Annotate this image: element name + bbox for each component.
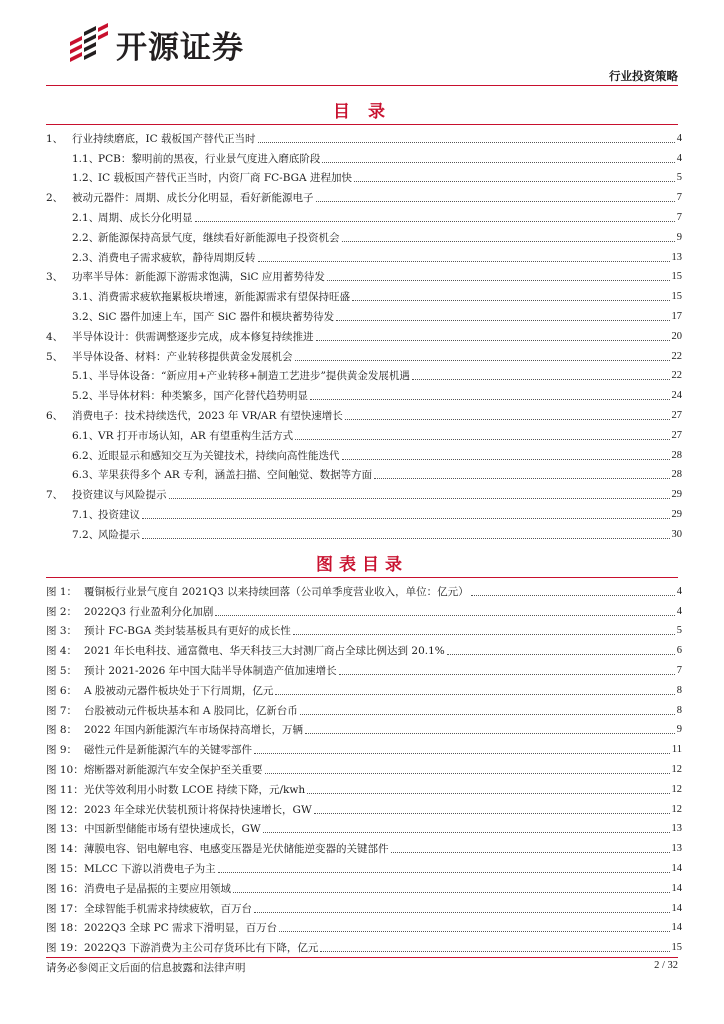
toc-entry[interactable]	[46, 383, 682, 403]
toc-entry-number: 3.1、	[72, 291, 100, 304]
figure-entry-page: 14	[671, 922, 682, 934]
toc-title-divider	[46, 124, 678, 125]
figure-entry[interactable]	[46, 916, 682, 936]
toc-entry-leader-dots	[374, 478, 669, 479]
toc-entry[interactable]	[46, 146, 682, 166]
figure-entry-text: 消费电子是晶振的主要应用领域	[84, 882, 231, 895]
figure-entry-number: 图 12：	[46, 803, 84, 816]
toc-title: 目 录	[333, 102, 391, 122]
figure-entry-number: 图 7：	[46, 704, 78, 717]
toc-entry[interactable]	[46, 423, 682, 443]
figure-entry-number: 图 15：	[46, 862, 84, 875]
toc-entry-number: 1、	[46, 132, 64, 145]
figure-entry-page: 13	[671, 843, 682, 855]
figure-list	[46, 579, 682, 955]
toc-entry[interactable]	[46, 443, 682, 463]
figure-entry-text: 中国新型储能市场有望快速成长，GW	[84, 823, 261, 836]
toc-entry-page: 17	[671, 310, 682, 322]
figure-entry-leader-dots	[300, 714, 675, 715]
toc-entry-page: 29	[671, 489, 682, 501]
toc-entry[interactable]	[46, 284, 682, 304]
toc-entry[interactable]	[46, 403, 682, 423]
figure-entry-leader-dots	[320, 951, 669, 952]
figure-entry-number: 图 17：	[46, 902, 84, 915]
toc-entry-number: 7、	[46, 489, 64, 502]
toc-entry-text: 风险提示	[98, 528, 140, 541]
header-divider	[46, 85, 678, 86]
figure-entry-number: 图 6：	[46, 684, 78, 697]
figure-entry-text: 台股被动元件板块基本和 A 股同比，亿新台币	[84, 704, 298, 717]
toc-entry-number: 3、	[46, 271, 64, 284]
toc-entry[interactable]	[46, 166, 682, 186]
toc-entry-number: 2.2、	[72, 231, 100, 244]
figure-entry-page: 12	[671, 763, 682, 775]
toc-entry-page: 22	[671, 350, 682, 362]
toc-entry-leader-dots	[169, 498, 670, 499]
toc-entry-text: 苹果获得多个 AR 专利，涵盖扫描、空间触觉、数据等方面	[98, 469, 373, 482]
figure-entry-leader-dots	[263, 832, 670, 833]
toc-entry-page: 4	[676, 132, 682, 144]
toc-entry-number: 6、	[46, 409, 64, 422]
figure-entry-page: 15	[671, 942, 682, 954]
toc-entry[interactable]	[46, 364, 682, 384]
figure-entry-page: 11	[671, 744, 682, 756]
figure-entry-number: 图 2：	[46, 605, 78, 618]
toc-entry-text: 半导体设计：供需调整逐步完成，成本修复持续推进	[72, 330, 314, 343]
footer-page-number: 2 / 32	[654, 960, 678, 971]
figure-entry-page: 13	[671, 823, 682, 835]
figure-entry-text: 2022 年国内新能源汽车市场保持高增长，万辆	[84, 724, 304, 737]
figure-entry[interactable]	[46, 856, 682, 876]
figure-entry-number: 图 10：	[46, 763, 84, 776]
toc-entry-number: 2.1、	[72, 211, 100, 224]
figure-entry-leader-dots	[233, 892, 670, 893]
toc-entry-page: 22	[671, 370, 682, 382]
logo-mark-icon	[66, 22, 110, 66]
toc-entry-text: 消费电子需求疲软，静待周期反转	[98, 251, 256, 264]
toc-entry-text: 被动元器件：周期、成长分化明显，看好新能源电子	[72, 192, 314, 205]
toc-entry-page: 20	[671, 330, 682, 342]
toc-entry-number: 1.2、	[72, 172, 100, 185]
page-header	[0, 0, 724, 90]
toc-entry-page: 15	[671, 271, 682, 283]
figure-entry-leader-dots	[254, 753, 670, 754]
figure-entry-leader-dots	[314, 813, 670, 814]
figure-entry-number: 图 1：	[46, 585, 78, 598]
toc-entry-text: 功率半导体：新能源下游需求饱满，SiC 应用蓄势待发	[72, 271, 325, 284]
toc-entry[interactable]	[46, 265, 682, 285]
figure-entry-number: 图 14：	[46, 843, 84, 856]
figure-entry[interactable]	[46, 817, 682, 837]
figure-entry-leader-dots	[275, 694, 674, 695]
company-logo	[66, 22, 244, 66]
figure-entry-number: 图 4：	[46, 645, 78, 658]
toc-entry-number: 6.2、	[72, 449, 100, 462]
toc-entry[interactable]	[46, 522, 682, 542]
toc-entry-text: 消费电子：技术持续迭代，2023 年 VR/AR 有望快速增长	[72, 409, 343, 422]
figure-entry-page: 6	[676, 645, 682, 657]
toc-entry-leader-dots	[316, 340, 670, 341]
toc-entry-page: 29	[671, 508, 682, 520]
figure-entry-leader-dots	[215, 615, 674, 616]
figure-entry-page: 14	[671, 902, 682, 914]
figure-entry-page: 14	[671, 882, 682, 894]
figure-entry-number: 图 19：	[46, 942, 84, 955]
figure-entry[interactable]	[46, 935, 682, 955]
toc-entry-number: 7.2、	[72, 528, 100, 541]
figure-entry-text: 薄膜电容、铝电解电容、电感变压器是光伏储能逆变器的关键部件	[84, 843, 389, 856]
toc-entry[interactable]	[46, 502, 682, 522]
figure-entry[interactable]	[46, 836, 682, 856]
figure-entry-leader-dots	[293, 634, 675, 635]
figure-entry-page: 12	[671, 783, 682, 795]
figure-entry-text: 预计 2021-2026 年中国大陆半导体制造产值加速增长	[84, 664, 337, 677]
toc-entry-number: 2、	[46, 192, 64, 205]
figure-entry-leader-dots	[471, 595, 675, 596]
figure-entry-text: A 股被动元器件板块处于下行周期，亿元	[84, 684, 274, 697]
figure-entry-page: 14	[671, 862, 682, 874]
toc-entry-leader-dots	[316, 201, 675, 202]
toc-entry-leader-dots	[142, 518, 670, 519]
figure-entry-leader-dots	[254, 912, 670, 913]
toc-entry-text: PCB：黎明前的黑夜，行业景气度进入磨底阶段	[98, 152, 321, 165]
toc-entry-number: 7.1、	[72, 508, 100, 521]
toc-entry-leader-dots	[327, 280, 670, 281]
toc-entry-text: 半导体材料：种类繁多，国产化替代趋势明显	[98, 390, 308, 403]
toc-entry-page: 27	[671, 409, 682, 421]
toc-entry-leader-dots	[322, 162, 674, 163]
toc-entry-number: 5.2、	[72, 390, 100, 403]
figure-entry-text: 光伏等效利用小时数 LCOE 持续下降，元/kwh	[84, 783, 306, 796]
figure-entry-leader-dots	[305, 733, 675, 734]
toc-entry-text: 半导体设备：“新应用+产业转移+制造工艺进步”提供黄金发展机遇	[98, 370, 410, 383]
toc-entry-text: 投资建议	[98, 508, 140, 521]
figure-entry[interactable]	[46, 737, 682, 757]
figure-entry-leader-dots	[307, 793, 669, 794]
toc-entry-leader-dots	[195, 221, 675, 222]
figure-entry-page: 12	[671, 803, 682, 815]
footer-disclaimer: 请务必参阅正文后面的信息披露和法律声明	[46, 962, 246, 974]
figure-entry-number: 图 13：	[46, 823, 84, 836]
toc-entry-number: 1.1、	[72, 152, 100, 165]
toc-entry-page: 9	[676, 231, 682, 243]
figure-entry-text: 覆铜板行业景气度自 2021Q3 以来持续回落（公司单季度营业收入，单位：亿元）	[84, 585, 469, 598]
toc-entry-page: 24	[671, 390, 682, 402]
toc-entry-number: 5.1、	[72, 370, 100, 383]
toc-entry[interactable]	[46, 126, 682, 146]
toc-entry-leader-dots	[142, 538, 670, 539]
figure-entry-number: 图 3：	[46, 625, 78, 638]
figure-entry-number: 图 8：	[46, 724, 78, 737]
toc-entry-text: 新能源保持高景气度，继续看好新能源电子投资机会	[98, 231, 340, 244]
figure-entry[interactable]	[46, 876, 682, 896]
toc-entry-leader-dots	[342, 459, 670, 460]
toc-entry-page: 13	[671, 251, 682, 263]
figure-entry-page: 7	[676, 664, 682, 676]
toc-entry[interactable]	[46, 245, 682, 265]
figure-entry-leader-dots	[218, 872, 670, 873]
figure-entry[interactable]	[46, 797, 682, 817]
toc-entry-page: 7	[676, 192, 682, 204]
figure-entry-number: 图 11：	[46, 783, 84, 796]
toc-entry[interactable]	[46, 324, 682, 344]
figure-entry[interactable]	[46, 757, 682, 777]
figure-entry-page: 8	[676, 704, 682, 716]
figure-entry-number: 图 16：	[46, 882, 84, 895]
figures-title-divider	[46, 577, 678, 578]
toc-entry-page: 15	[671, 291, 682, 303]
toc-entry[interactable]	[46, 205, 682, 225]
toc-entry-leader-dots	[412, 379, 670, 380]
toc-entry-leader-dots	[295, 439, 669, 440]
toc-entry-leader-dots	[342, 241, 675, 242]
figure-entry[interactable]	[46, 599, 682, 619]
toc-entry-number: 5、	[46, 350, 64, 363]
figure-entry-text: 2022Q3 全球 PC 需求下滑明显，百万台	[84, 922, 278, 935]
toc-entry-leader-dots	[354, 181, 675, 182]
figure-entry-number: 图 9：	[46, 744, 78, 757]
figure-entry-page: 8	[676, 684, 682, 696]
toc-entry-text: 半导体设备、材料：产业转移提供黄金发展机会	[72, 350, 293, 363]
figure-entry-text: MLCC 下游以消费电子为主	[84, 862, 216, 875]
figure-entry-text: 2022Q3 下游消费为主公司存货环比有下降，亿元	[84, 942, 319, 955]
figure-entry-leader-dots	[447, 654, 675, 655]
toc-entry-leader-dots	[310, 399, 670, 400]
toc-entry-text: 消费需求疲软拖累板块增速，新能源需求有望保持旺盛	[98, 291, 350, 304]
toc-entry-page: 30	[671, 528, 682, 540]
figure-entry[interactable]	[46, 777, 682, 797]
toc-entry-page: 27	[671, 429, 682, 441]
toc-entry-text: SiC 器件加速上车，国产 SiC 器件和模块蓄势待发	[98, 310, 335, 323]
toc-entry-leader-dots	[258, 261, 670, 262]
toc-entry-number: 6.3、	[72, 469, 100, 482]
toc-entry-text: 行业持续磨底，IC 载板国产替代正当时	[72, 132, 256, 145]
toc-entry-page: 28	[671, 469, 682, 481]
figure-entry-page: 5	[676, 625, 682, 637]
toc-entry[interactable]	[46, 482, 682, 502]
toc-entry-number: 2.3、	[72, 251, 100, 264]
figure-entry[interactable]	[46, 619, 682, 639]
figure-entry-number: 图 5：	[46, 664, 78, 677]
figure-entry-text: 2023 年全球光伏装机预计将保持快速增长，GW	[84, 803, 312, 816]
figure-entry-text: 2021 年长电科技、通富微电、华天科技三大封测厂商占全球比例达到 20.1%	[84, 645, 445, 658]
figure-entry-text: 熔断器对新能源汽车安全保护至关重要	[84, 763, 263, 776]
toc-entry-text: 近眼显示和感知交互为关键技术，持续向高性能迭代	[98, 449, 340, 462]
toc-entry-text: 投资建议与风险提示	[72, 489, 167, 502]
toc-entry[interactable]	[46, 185, 682, 205]
figure-entry[interactable]	[46, 698, 682, 718]
figure-entry[interactable]	[46, 718, 682, 738]
figure-entry-leader-dots	[391, 852, 670, 853]
toc-list	[46, 126, 682, 542]
figure-entry-page: 4	[676, 605, 682, 617]
toc-entry-text: VR 打开市场认知，AR 有望重构生活方式	[98, 429, 294, 442]
figure-entry-leader-dots	[339, 674, 675, 675]
toc-entry-text: 周期、成长分化明显	[98, 211, 193, 224]
toc-entry-number: 4、	[46, 330, 64, 343]
toc-entry-number: 3.2、	[72, 310, 100, 323]
toc-entry-leader-dots	[258, 142, 675, 143]
toc-entry[interactable]	[46, 463, 682, 483]
logo-text: 开源证券	[116, 29, 244, 66]
figure-entry-text: 预计 FC-BGA 类封装基板具有更好的成长性	[84, 625, 291, 638]
figure-entry-leader-dots	[265, 773, 670, 774]
figure-entry[interactable]	[46, 579, 682, 599]
toc-entry-number: 6.1、	[72, 429, 100, 442]
footer-divider	[46, 957, 678, 958]
figure-entry[interactable]	[46, 658, 682, 678]
toc-entry-page: 7	[676, 211, 682, 223]
figure-entry[interactable]	[46, 638, 682, 658]
figure-entry-text: 全球智能手机需求持续疲软，百万台	[84, 902, 252, 915]
figures-title: 图表目录	[316, 555, 408, 575]
toc-entry-text: IC 载板国产替代正当时，内资厂商 FC-BGA 进程加快	[98, 172, 352, 185]
figure-entry-page: 4	[676, 585, 682, 597]
toc-entry[interactable]	[46, 225, 682, 245]
figure-entry[interactable]	[46, 678, 682, 698]
toc-entry-page: 5	[676, 172, 682, 184]
figure-entry[interactable]	[46, 896, 682, 916]
figure-entry-text: 2022Q3 行业盈利分化加剧	[84, 605, 214, 618]
toc-entry[interactable]	[46, 344, 682, 364]
figure-entry-text: 磁性元件是新能源汽车的关键零部件	[84, 744, 252, 757]
toc-entry-page: 28	[671, 449, 682, 461]
toc-entry-leader-dots	[345, 419, 670, 420]
toc-entry-leader-dots	[295, 360, 670, 361]
toc-entry-leader-dots	[336, 320, 669, 321]
toc-entry-leader-dots	[352, 300, 670, 301]
figure-entry-leader-dots	[279, 931, 669, 932]
document-type-label: 行业投资策略	[609, 69, 678, 83]
toc-entry[interactable]	[46, 304, 682, 324]
figure-entry-page: 9	[676, 724, 682, 736]
figure-entry-number: 图 18：	[46, 922, 84, 935]
toc-entry-page: 4	[676, 152, 682, 164]
